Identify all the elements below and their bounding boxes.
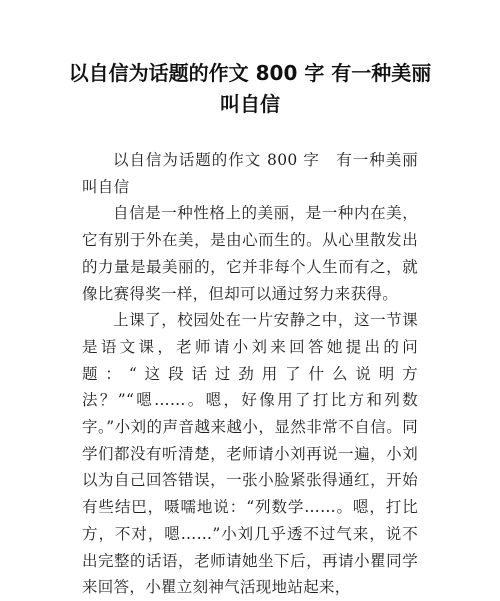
paragraph: 自信是一种性格上的美丽，是一种内在美，它有别于外在美，是由心而生的。从心里散发出的力量是最美丽的，它并非每个人生而有之，就像比赛得奖一样，但却可以通过努力来获得。 xyxy=(82,204,418,303)
paragraph: 上课了，校园处在一片安静之中，这一节课是语文课，老师请小刘来回答她提出的问题：“这段话过劲用了什么说明方法？”“嗯……。嗯，好像用了打比方和列数字。”小刘的声音越来越小，显然非常不自信。同学们都没有听清楚，老师请小刘再说一遍，小刘以为自己回答错误，一张小脸紧张得通红，开始有些结巴，嗫嚅地说：“列数学……。嗯，打比方，不对，嗯……”小刘几乎透不过气来，说不出完整的话语，老师请她坐下后，再请小瞿同学来回答，小瞿立刻神气活现地站起来， xyxy=(82,311,418,597)
document-title: 以自信为话题的作文 800 字 有一种美丽叫自信 xyxy=(68,61,432,116)
document-body xyxy=(82,147,418,601)
paragraph: 以自信为话题的作文 800 字 有一种美丽叫自信 xyxy=(82,151,418,196)
